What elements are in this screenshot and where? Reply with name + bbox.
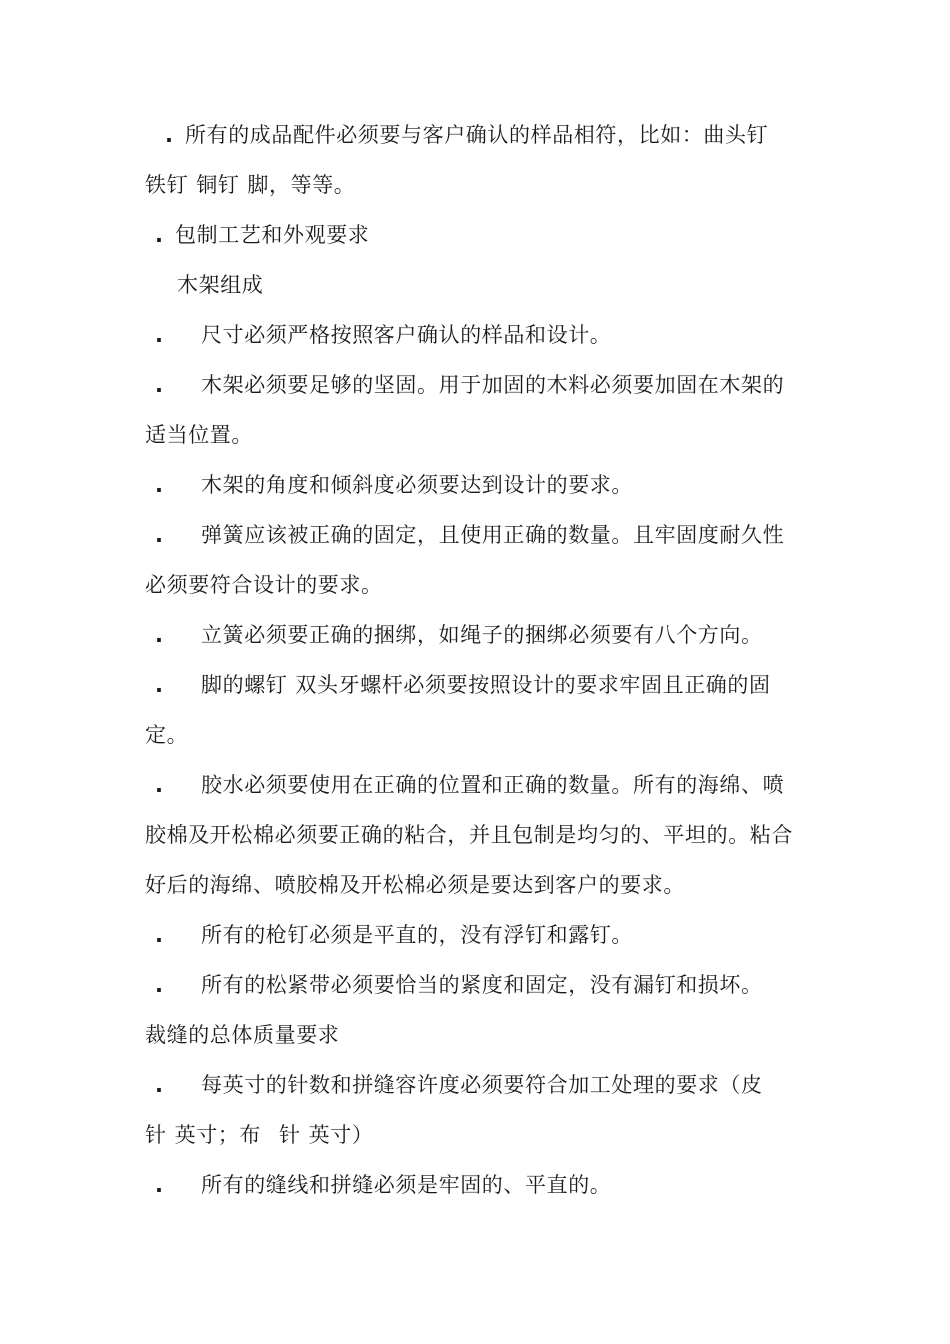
paragraph-line bbox=[145, 421, 825, 449]
line-text: 英寸） bbox=[308, 1123, 374, 1147]
line-text: 所有的枪钉必须是平直的，没有浮钉和露钉。 bbox=[201, 923, 633, 947]
list-bullet: . bbox=[155, 1073, 164, 1097]
paragraph-line bbox=[145, 821, 825, 849]
paragraph-line bbox=[145, 1121, 825, 1149]
line-text: 所有的成品配件必须要与客户确认的样品相符，比如：曲头钉 bbox=[185, 123, 769, 147]
line-text: 尺寸必须严格按照客户确认的样品和设计。 bbox=[201, 323, 612, 347]
list-bullet: . bbox=[155, 623, 164, 647]
list-item bbox=[145, 671, 825, 699]
list-bullet: . bbox=[155, 773, 164, 797]
paragraph-line bbox=[145, 721, 825, 749]
line-text: 所有的松紧带必须要恰当的紧度和固定，没有漏钉和损坏。 bbox=[201, 973, 763, 997]
list-bullet: . bbox=[155, 523, 164, 547]
list-item bbox=[145, 971, 825, 999]
line-text: 好后的海绵、喷胶棉及开松棉必须是要达到客户的要求。 bbox=[145, 873, 685, 897]
line-text: 必须要符合设计的要求。 bbox=[145, 573, 383, 597]
line-text: 裁缝的总体质量要求 bbox=[145, 1023, 340, 1047]
line-text: 脚，等等。 bbox=[247, 173, 356, 197]
line-text: 脚的螺钉 bbox=[201, 673, 288, 697]
paragraph-line bbox=[145, 571, 825, 599]
list-bullet: . bbox=[155, 1173, 164, 1197]
list-item bbox=[145, 621, 825, 649]
line-text: 适当位置。 bbox=[145, 423, 253, 447]
list-bullet: . bbox=[155, 323, 164, 347]
paragraph-line bbox=[145, 171, 825, 199]
list-bullet: . bbox=[155, 223, 164, 247]
line-text: 针 bbox=[145, 1123, 167, 1147]
list-item bbox=[145, 471, 825, 499]
line-text: 每英寸的针数和拼缝容许度必须要符合加工处理的要求（皮 bbox=[201, 1073, 763, 1097]
line-text: 包制工艺和外观要求 bbox=[175, 223, 370, 247]
list-bullet: . bbox=[155, 973, 164, 997]
list-bullet: . bbox=[155, 923, 164, 947]
line-text: 定。 bbox=[145, 723, 189, 747]
list-bullet: . bbox=[155, 673, 164, 697]
list-item bbox=[145, 1071, 825, 1099]
line-text: 木架的角度和倾斜度必须要达到设计的要求。 bbox=[201, 473, 633, 497]
paragraph-line bbox=[145, 871, 825, 899]
line-text: 木架组成 bbox=[177, 273, 264, 297]
section-heading bbox=[155, 221, 835, 249]
line-text: 弹簧应该被正确的固定，且使用正确的数量。且牢固度耐久性 bbox=[201, 523, 785, 547]
line-text: 针 bbox=[279, 1123, 301, 1147]
line-text: 英寸；布 bbox=[174, 1123, 262, 1147]
list-bullet: . bbox=[165, 123, 174, 147]
line-text: 双头牙螺杆必须要按照设计的要求牢固且正确的固 bbox=[295, 673, 771, 697]
line-text: 铁钉 bbox=[145, 173, 189, 197]
list-bullet: . bbox=[155, 473, 164, 497]
list-bullet: . bbox=[155, 373, 164, 397]
line-text: 铜钉 bbox=[196, 173, 240, 197]
list-item bbox=[145, 521, 825, 549]
line-text: 立簧必须要正确的捆绑，如绳子的捆绑必须要有八个方向。 bbox=[201, 623, 763, 647]
line-text: 木架必须要足够的坚固。用于加固的木料必须要加固在木架的 bbox=[201, 373, 785, 397]
line-text: 胶棉及开松棉必须要正确的粘合，并且包制是均匀的、平坦的。粘合 bbox=[145, 823, 793, 847]
list-item bbox=[145, 371, 825, 399]
list-item bbox=[145, 321, 825, 349]
paragraph-line bbox=[165, 121, 845, 149]
list-item bbox=[145, 921, 825, 949]
section-heading bbox=[145, 1021, 825, 1049]
list-item bbox=[145, 771, 825, 799]
line-text: 所有的缝线和拼缝必须是牢固的、平直的。 bbox=[201, 1173, 612, 1197]
subsection-heading bbox=[177, 271, 857, 299]
list-item bbox=[145, 1171, 825, 1199]
line-text: 胶水必须要使用在正确的位置和正确的数量。所有的海绵、喷 bbox=[201, 773, 785, 797]
